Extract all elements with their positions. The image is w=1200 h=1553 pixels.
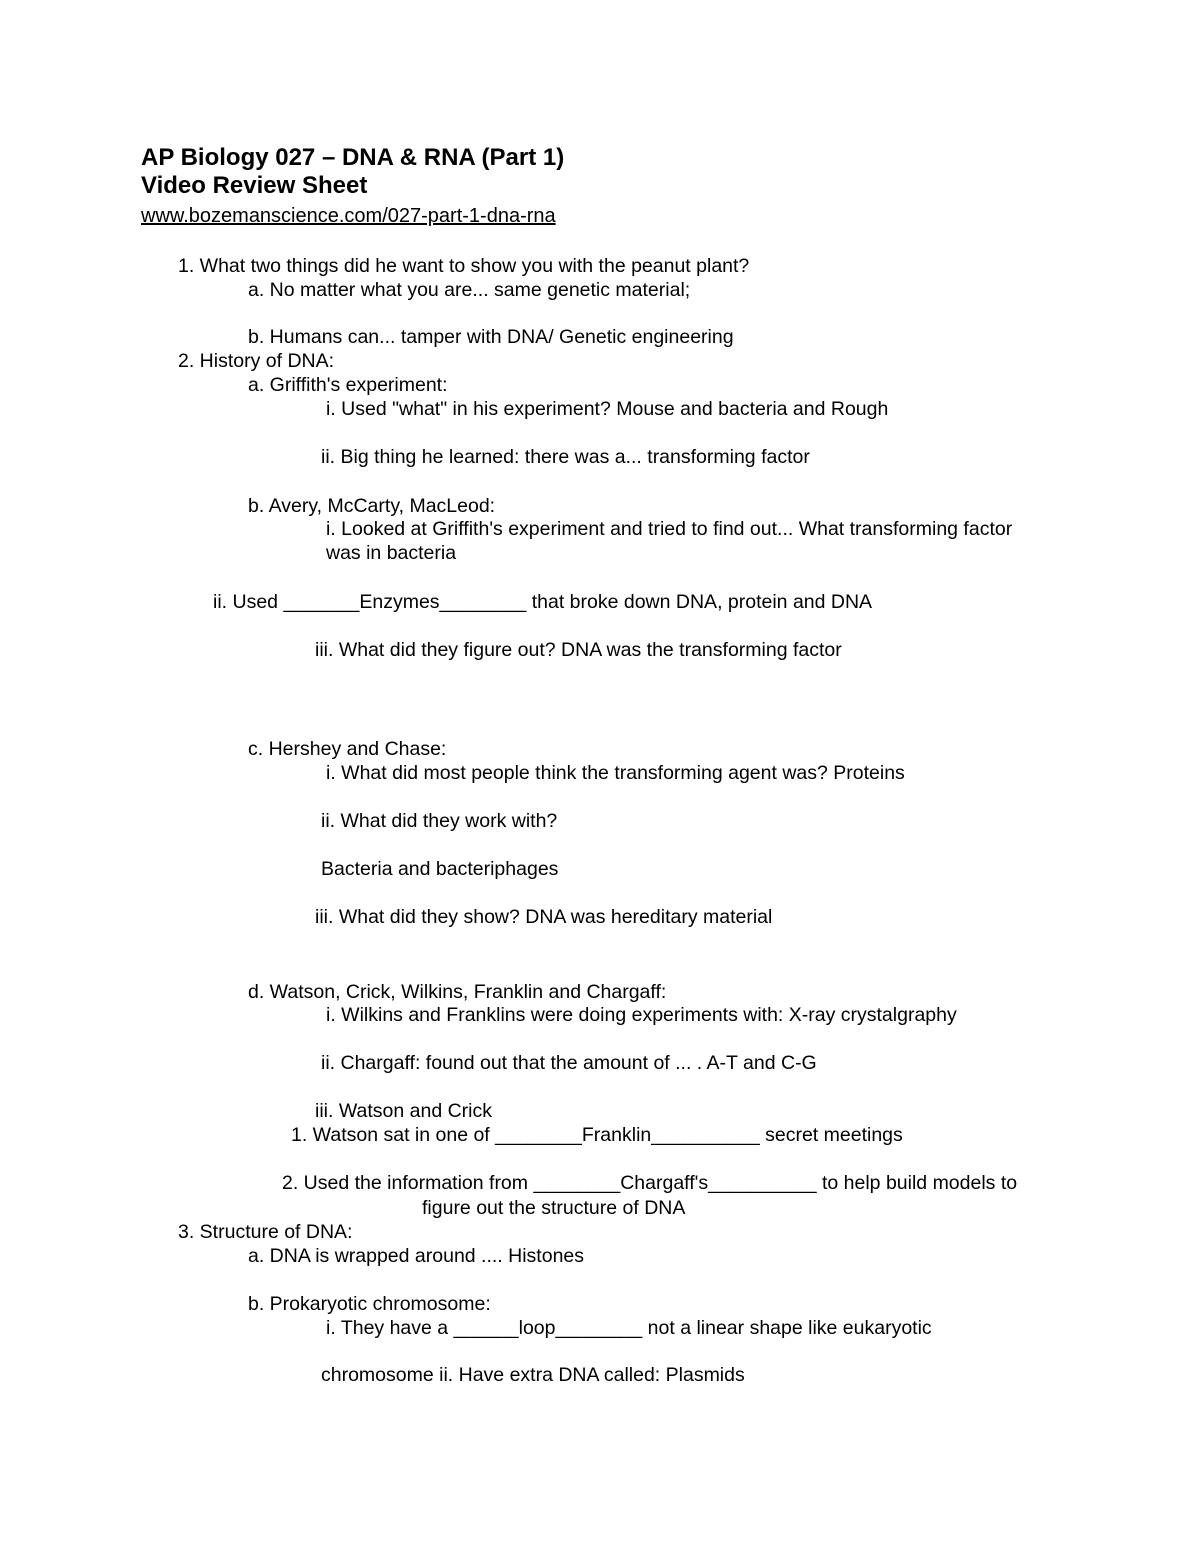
section-2c: c. Hershey and Chase:: [248, 738, 447, 760]
item-2d-iii-2-line2: figure out the structure of DNA: [422, 1197, 686, 1219]
item-2d-iii-1: 1. Watson sat in one of ________Franklin__________ secret meetings: [291, 1124, 903, 1146]
question-1: 1. What two things did he want to show you with the peanut plant?: [178, 255, 750, 277]
item-2c-iii: iii. What did they show? DNA was hereditary material: [315, 906, 773, 928]
answer-1b: b. Humans can... tamper with DNA/ Genetic engineering: [248, 326, 734, 348]
item-2d-iii: iii. Watson and Crick: [315, 1100, 492, 1122]
item-3b-i: i. They have a ______loop________ not a linear shape like eukaryotic: [326, 1317, 932, 1339]
item-2b-i-line1: i. Looked at Griffith's experiment and tried to find out... What transforming factor: [326, 518, 1013, 540]
item-2d-ii: ii. Chargaff: found out that the amount of ... . A-T and C-G: [321, 1052, 817, 1074]
item-2b-i-line2: was in bacteria: [326, 542, 457, 564]
section-3a: a. DNA is wrapped around .... Histones: [248, 1245, 585, 1267]
worksheet-title: AP Biology 027 – DNA & RNA (Part 1): [141, 144, 565, 171]
item-3b-ii: chromosome ii. Have extra DNA called: Plasmids: [321, 1364, 745, 1386]
item-2b-ii: ii. Used _______Enzymes________ that broke down DNA, protein and DNA: [213, 591, 873, 613]
section-2d: d. Watson, Crick, Wilkins, Franklin and Chargaff:: [248, 981, 667, 1003]
item-2a-i: i. Used "what" in his experiment? Mouse and bacteria and Rough: [326, 398, 889, 420]
source-link[interactable]: www.bozemanscience.com/027-part-1-dna-rna: [141, 205, 556, 227]
item-2c-ii-answer: Bacteria and bacteriphages: [321, 858, 559, 880]
item-2d-i: i. Wilkins and Franklins were doing experiments with: X-ray crystalgraphy: [326, 1004, 957, 1026]
question-2: 2. History of DNA:: [178, 350, 335, 372]
answer-1a: a. No matter what you are... same genetic material;: [248, 279, 691, 301]
worksheet-subtitle: Video Review Sheet: [141, 172, 368, 199]
item-2a-ii: ii. Big thing he learned: there was a... transforming factor: [321, 446, 810, 468]
section-2a: a. Griffith's experiment:: [248, 374, 448, 396]
item-2c-i: i. What did most people think the transforming agent was? Proteins: [326, 762, 905, 784]
question-3: 3. Structure of DNA:: [178, 1221, 353, 1243]
section-3b: b. Prokaryotic chromosome:: [248, 1293, 491, 1315]
item-2c-ii: ii. What did they work with?: [321, 810, 558, 832]
section-2b: b. Avery, McCarty, MacLeod:: [248, 495, 496, 517]
item-2b-iii: iii. What did they figure out? DNA was the transforming factor: [315, 639, 842, 661]
item-2d-iii-2-line1: 2. Used the information from ________Chargaff's__________ to help build models to: [282, 1172, 1018, 1194]
